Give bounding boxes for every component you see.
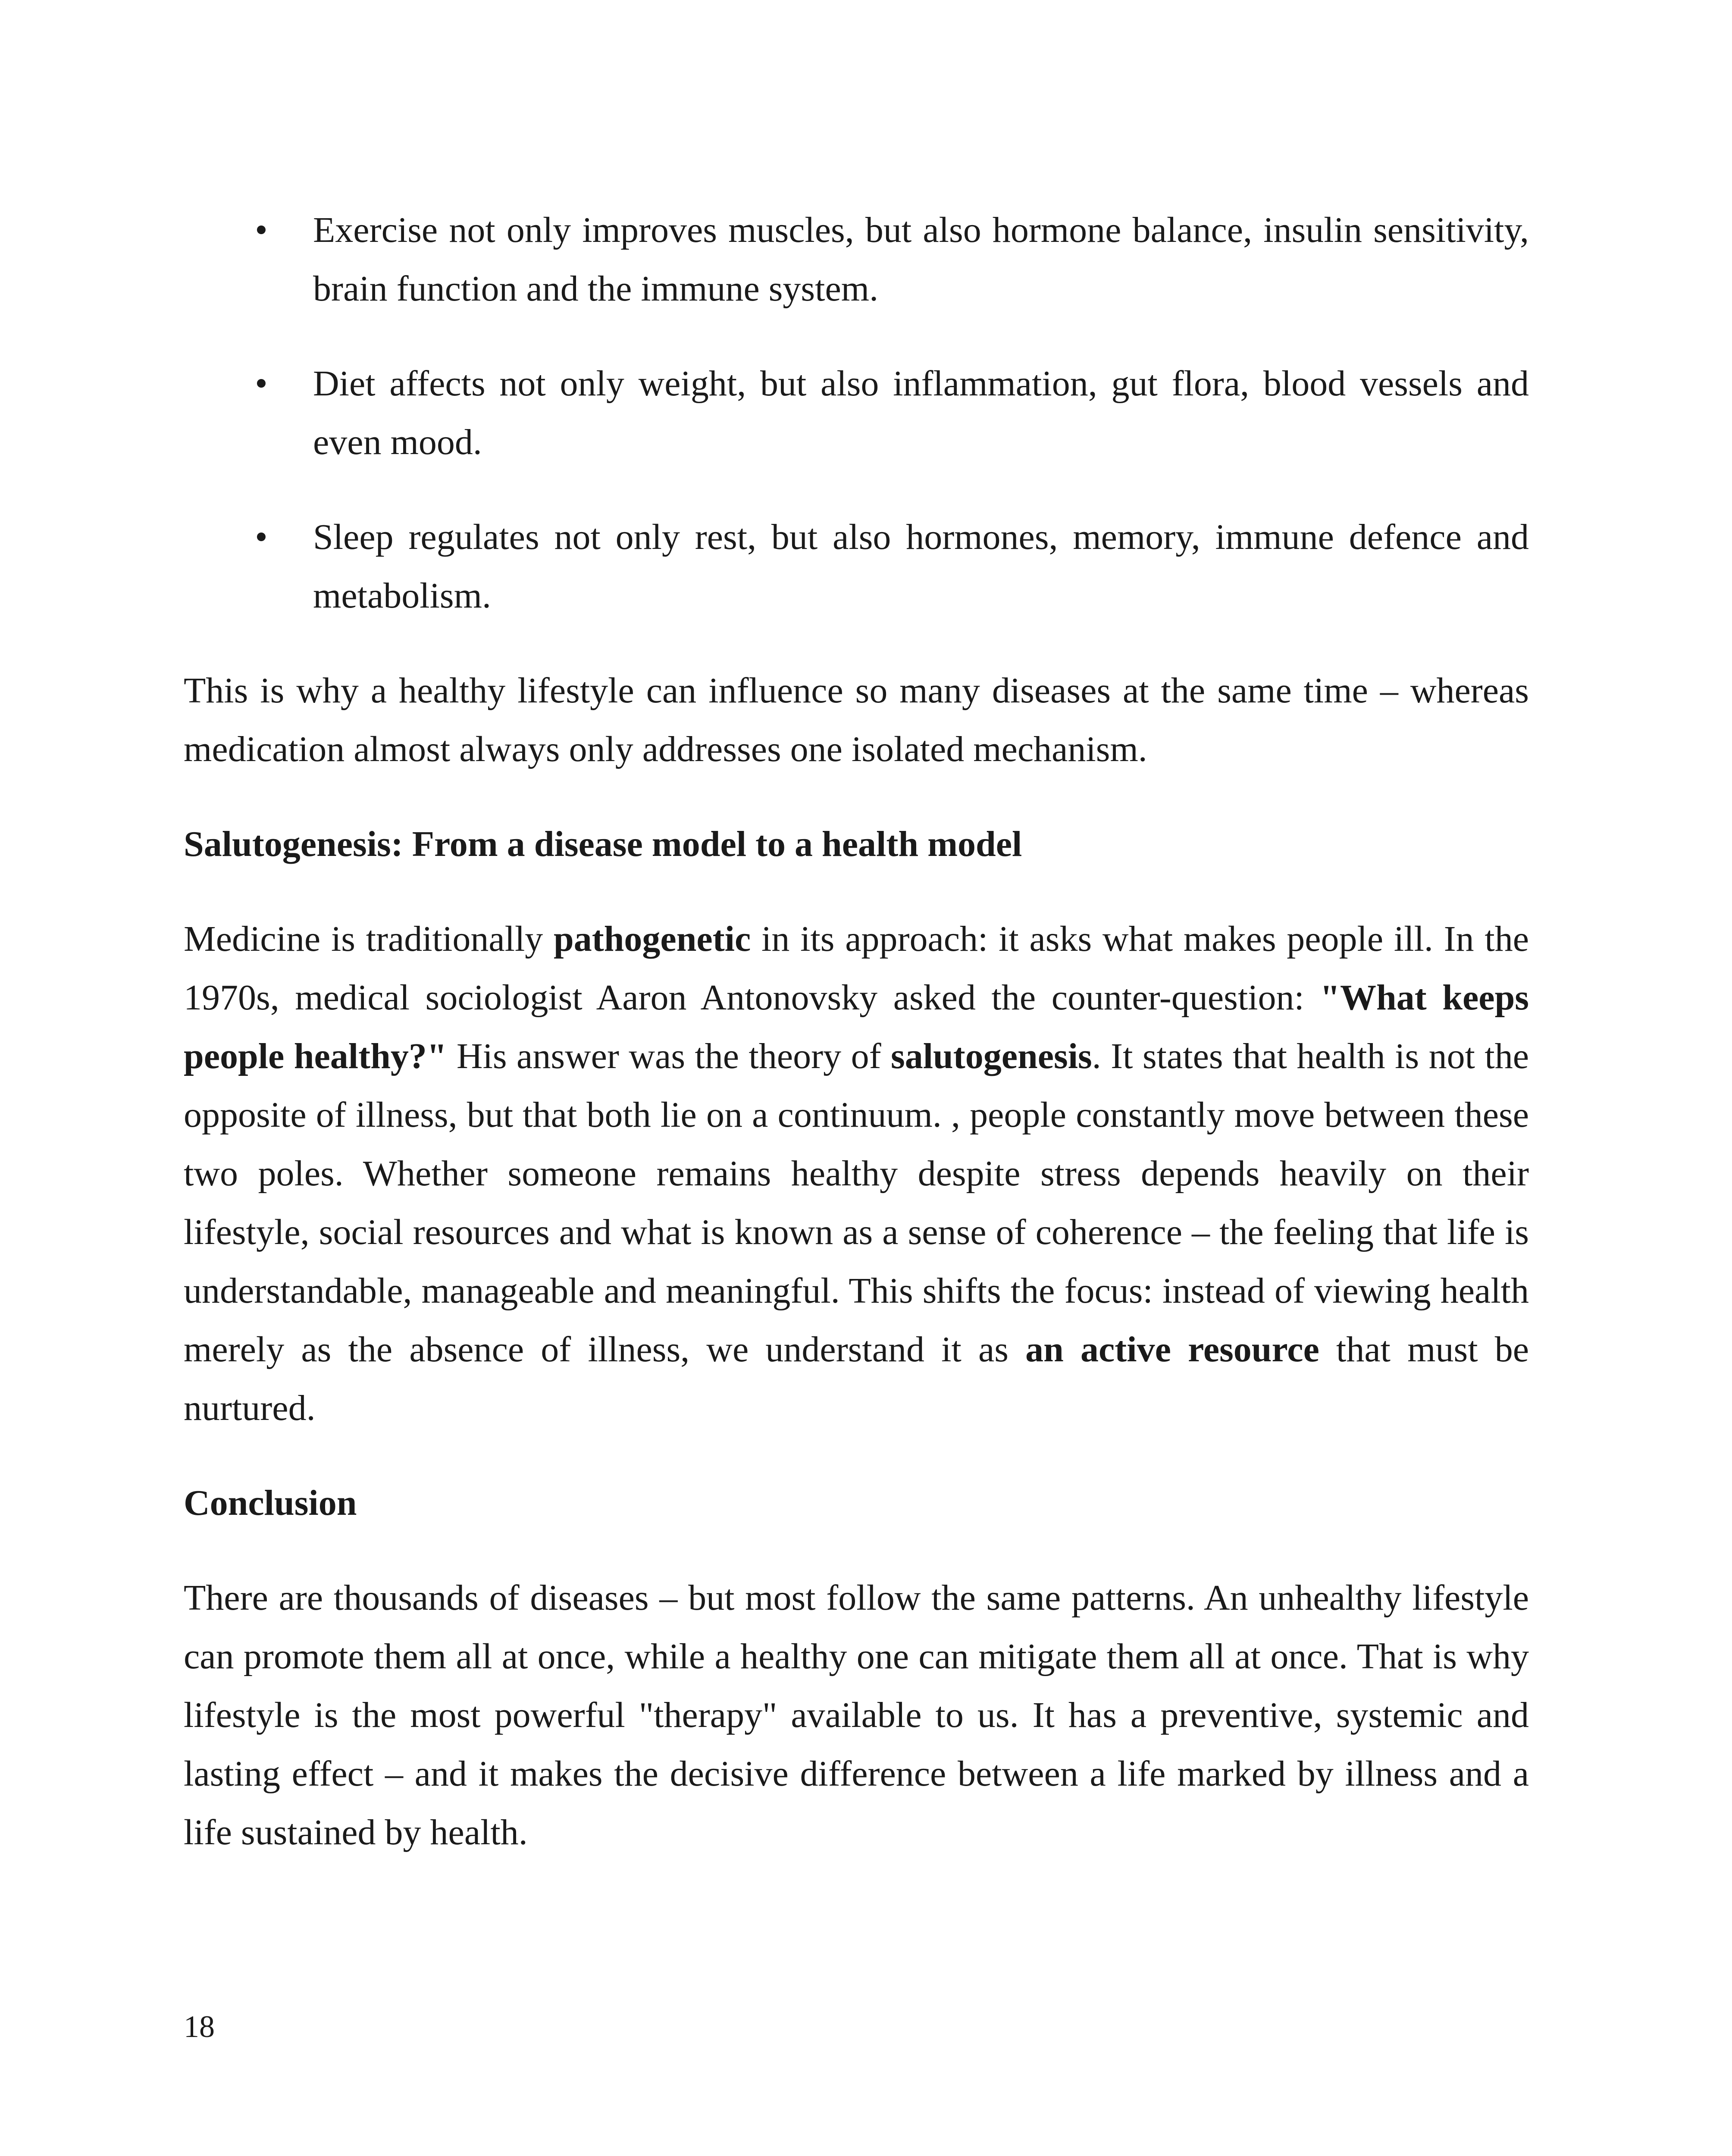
- bullet-text: Sleep regulates not only rest, but also hormones, memory, immune defence and metabolism.: [313, 517, 1529, 616]
- bullet-text: Exercise not only improves muscles, but also hormone balance, insulin sensitivity, brain function and the immune system.: [313, 210, 1529, 309]
- bullet-text: Diet affects not only weight, but also inflammation, gut flora, blood vessels and even mood.: [313, 364, 1529, 462]
- bold-term-active-resource: an active resource: [1025, 1329, 1319, 1369]
- bullet-list: [184, 201, 1529, 625]
- salutogenesis-paragraph: [184, 910, 1529, 1438]
- bold-term-pathogenetic: pathogenetic: [554, 919, 751, 959]
- conclusion-heading: Conclusion: [184, 1483, 357, 1523]
- text-run: . It states that health is not the opposite of illness, but that both lie on a continuum. , people constantly move between these two poles. Whether someone remains healthy despite stress depends heavily on their lifestyle, social resources and what is known as a sense of coherence – the feeling that life is understandable, manageable and meaningful. This shifts the focus: instead of viewing health merely as the absence of illness, we understand it as: [184, 1036, 1529, 1369]
- bullet-icon: •: [255, 210, 268, 250]
- bold-question: "What keeps people healthy?": [184, 978, 1529, 1076]
- text-run: in its approach: it asks what makes people ill. In the 1970s, medical sociologist Aaron Antonovsky asked the counter-question:: [184, 919, 1529, 1018]
- intro-paragraph: This is why a healthy lifestyle can influence so many diseases at the same time – whereas medication almost always only addresses one isolated mechanism.: [184, 671, 1529, 769]
- page-number: 18: [184, 2009, 215, 2044]
- bullet-item-sleep: [184, 508, 1529, 625]
- page-content: [184, 201, 1529, 1898]
- bullet-icon: •: [255, 517, 268, 557]
- conclusion-paragraph: There are thousands of diseases – but most follow the same patterns. An unhealthy lifestyle can promote them all at once, while a healthy one can mitigate them all at once. That is why lifestyle is the most powerful "therapy" available to us. It has a preventive, systemic and lasting effect – and it makes the decisive difference between a life marked by illness and a life sustained by health.: [184, 1578, 1529, 1852]
- bold-term-salutogenesis: salutogenesis: [891, 1036, 1092, 1076]
- salutogenesis-heading: Salutogenesis: From a disease model to a health model: [184, 824, 1022, 864]
- bullet-item-diet: [184, 354, 1529, 472]
- text-run: Medicine is traditionally: [184, 919, 554, 959]
- text-run: His answer was the theory of: [447, 1036, 891, 1076]
- text-run: that must be nurtured.: [184, 1329, 1529, 1428]
- bullet-item-exercise: [184, 201, 1529, 318]
- bullet-icon: •: [255, 364, 268, 404]
